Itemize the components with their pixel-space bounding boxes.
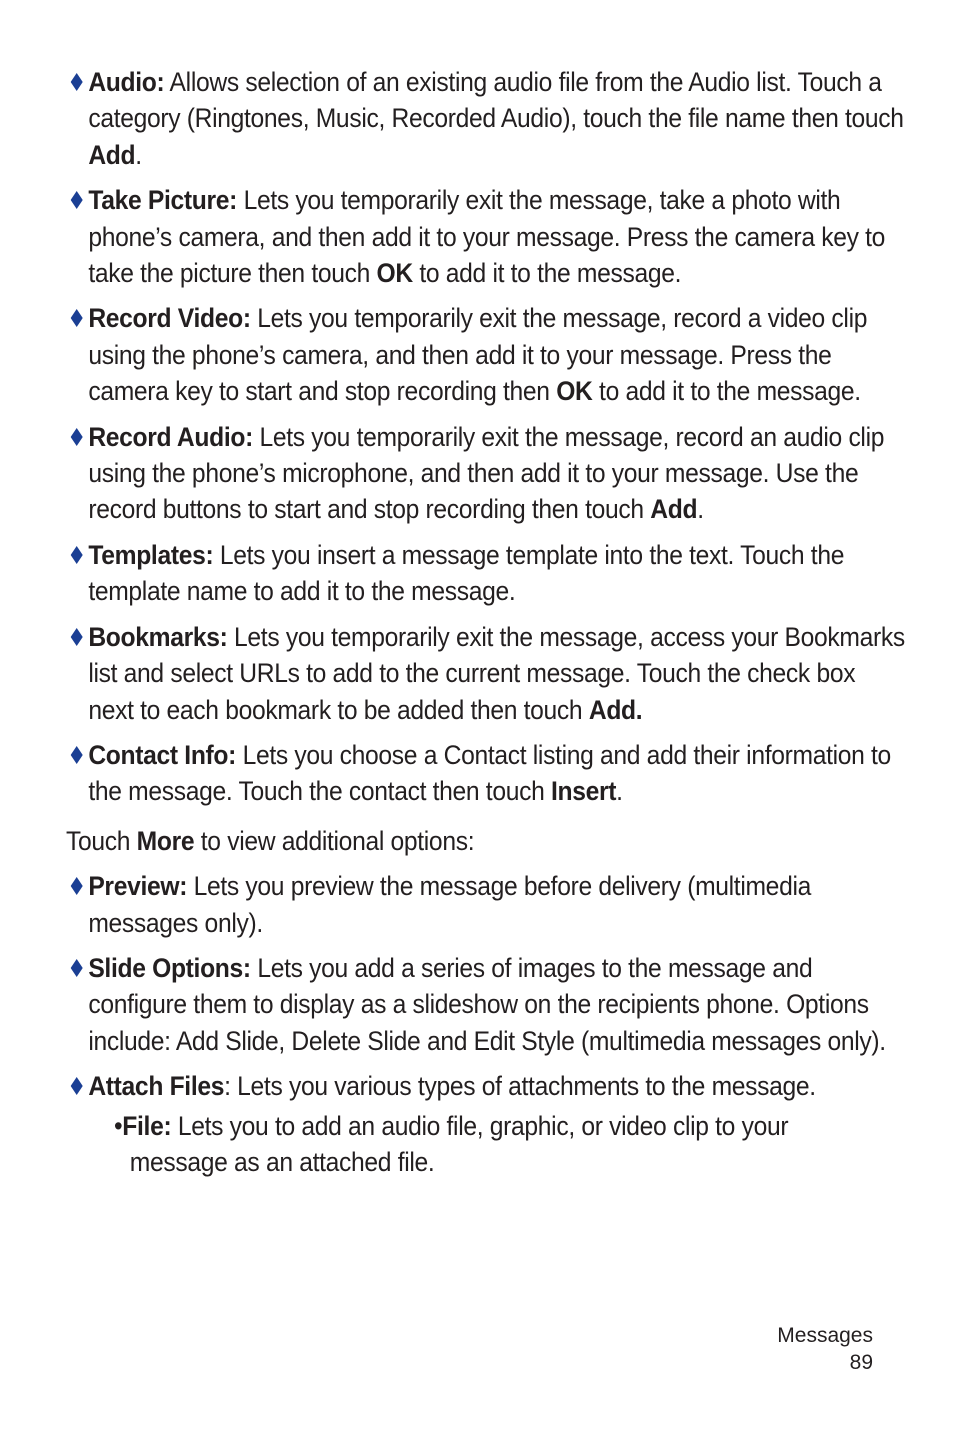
item-text: Allows selection of an existing audio file from the Audio list. Touch a category (Ringtones, Music, Recorded Audio), touch the file name then touch <box>88 67 904 134</box>
item-text: Lets you temporarily exit the message, record a video clip using the phone’s camera, and then add it to your message. Press the camera key to start and stop recording then <box>88 303 868 407</box>
item-bold: Insert <box>550 776 617 807</box>
intro-bold: More <box>136 825 195 856</box>
list-item-record-video <box>66 300 907 409</box>
sub-item-term: File: <box>122 1110 172 1141</box>
list-item-templates <box>66 537 907 610</box>
item-text: Lets you preview the message before delivery (multimedia messages only). <box>88 871 811 938</box>
intro-text-end: to view additional options: <box>194 825 475 856</box>
page-footer <box>777 1322 873 1376</box>
diamond-bullet-icon <box>71 959 83 977</box>
item-bold: OK <box>376 258 413 289</box>
item-bold: OK <box>556 376 593 407</box>
item-term: Audio: <box>88 67 165 97</box>
sub-item-file <box>114 1108 892 1181</box>
item-text: Lets you add a series of images to the message and configure them to display as a slideshow on the recipients phone. Options include: Add Slide, Delete Slide and Edit Style (multimedia messages only). <box>88 952 886 1056</box>
item-text: Lets you insert a message template into the text. Touch the template name to add it to the message. <box>88 539 845 607</box>
item-text: : Lets you various types of attachments to the message. <box>224 1071 816 1102</box>
item-text: Lets you temporarily exit the message, record an audio clip using the phone’s microphone, and then add it to your message. Use the record buttons to start and stop recording then touch <box>88 421 885 525</box>
more-options-intro <box>66 819 884 859</box>
page-number: 89 <box>849 1351 873 1374</box>
item-text: Lets you choose a Contact listing and add their information to the message. Touch the contact then touch <box>88 739 891 807</box>
item-text-end: . <box>616 776 623 807</box>
list-item-bookmarks <box>66 619 907 728</box>
item-term: Take Picture: <box>88 185 238 216</box>
list-item-record-audio <box>66 419 907 528</box>
diamond-bullet-icon <box>71 546 83 564</box>
diamond-bullet-icon <box>71 746 83 764</box>
list-item-preview <box>66 868 907 941</box>
item-term: Contact Info: <box>88 739 237 770</box>
item-text: Lets you temporarily exit the message, take a photo with phone’s camera, and then add it to your message. Press the camera key to take the picture then touch <box>88 185 886 289</box>
list-item-take-picture <box>66 182 907 291</box>
item-term: Record Video: <box>88 303 251 334</box>
item-term: Slide Options: <box>88 952 251 983</box>
item-bold: Add <box>88 139 136 170</box>
item-term: Attach Files <box>88 1071 225 1102</box>
sub-bullet-marker: • <box>114 1110 123 1141</box>
page-content <box>66 64 905 1180</box>
diamond-bullet-icon <box>71 73 83 91</box>
diamond-bullet-icon <box>71 1077 83 1095</box>
sub-item-text: Lets you to add an audio file, graphic, or video clip to your message as an attached file. <box>129 1110 789 1177</box>
diamond-bullet-icon <box>71 628 83 646</box>
item-term: Bookmarks: <box>88 621 228 652</box>
item-text-end: to add it to the message. <box>412 258 682 289</box>
diamond-bullet-icon <box>71 877 83 895</box>
diamond-bullet-icon <box>71 428 83 446</box>
item-text: Lets you temporarily exit the message, access your Bookmarks list and select URLs to add to the current message. Touch the check box next to each bookmark to be added then touch <box>88 621 905 725</box>
item-text-end: . <box>135 139 142 170</box>
list-item-contact-info <box>66 737 907 810</box>
item-term: Templates: <box>88 539 214 570</box>
list-item-audio <box>66 64 907 173</box>
item-bold: Add <box>650 494 698 525</box>
diamond-bullet-icon <box>71 191 83 209</box>
intro-text: Touch <box>66 825 137 856</box>
item-term: Record Audio: <box>88 421 253 452</box>
item-text-end: . <box>697 494 704 525</box>
item-term: Preview: <box>88 871 188 902</box>
item-bold: Add. <box>588 694 643 725</box>
list-item-slide-options <box>66 950 907 1059</box>
diamond-bullet-icon <box>71 309 83 327</box>
list-item-attach-files <box>66 1068 907 1104</box>
footer-section-title: Messages <box>777 1324 873 1347</box>
item-text-end: to add it to the message. <box>592 376 861 407</box>
